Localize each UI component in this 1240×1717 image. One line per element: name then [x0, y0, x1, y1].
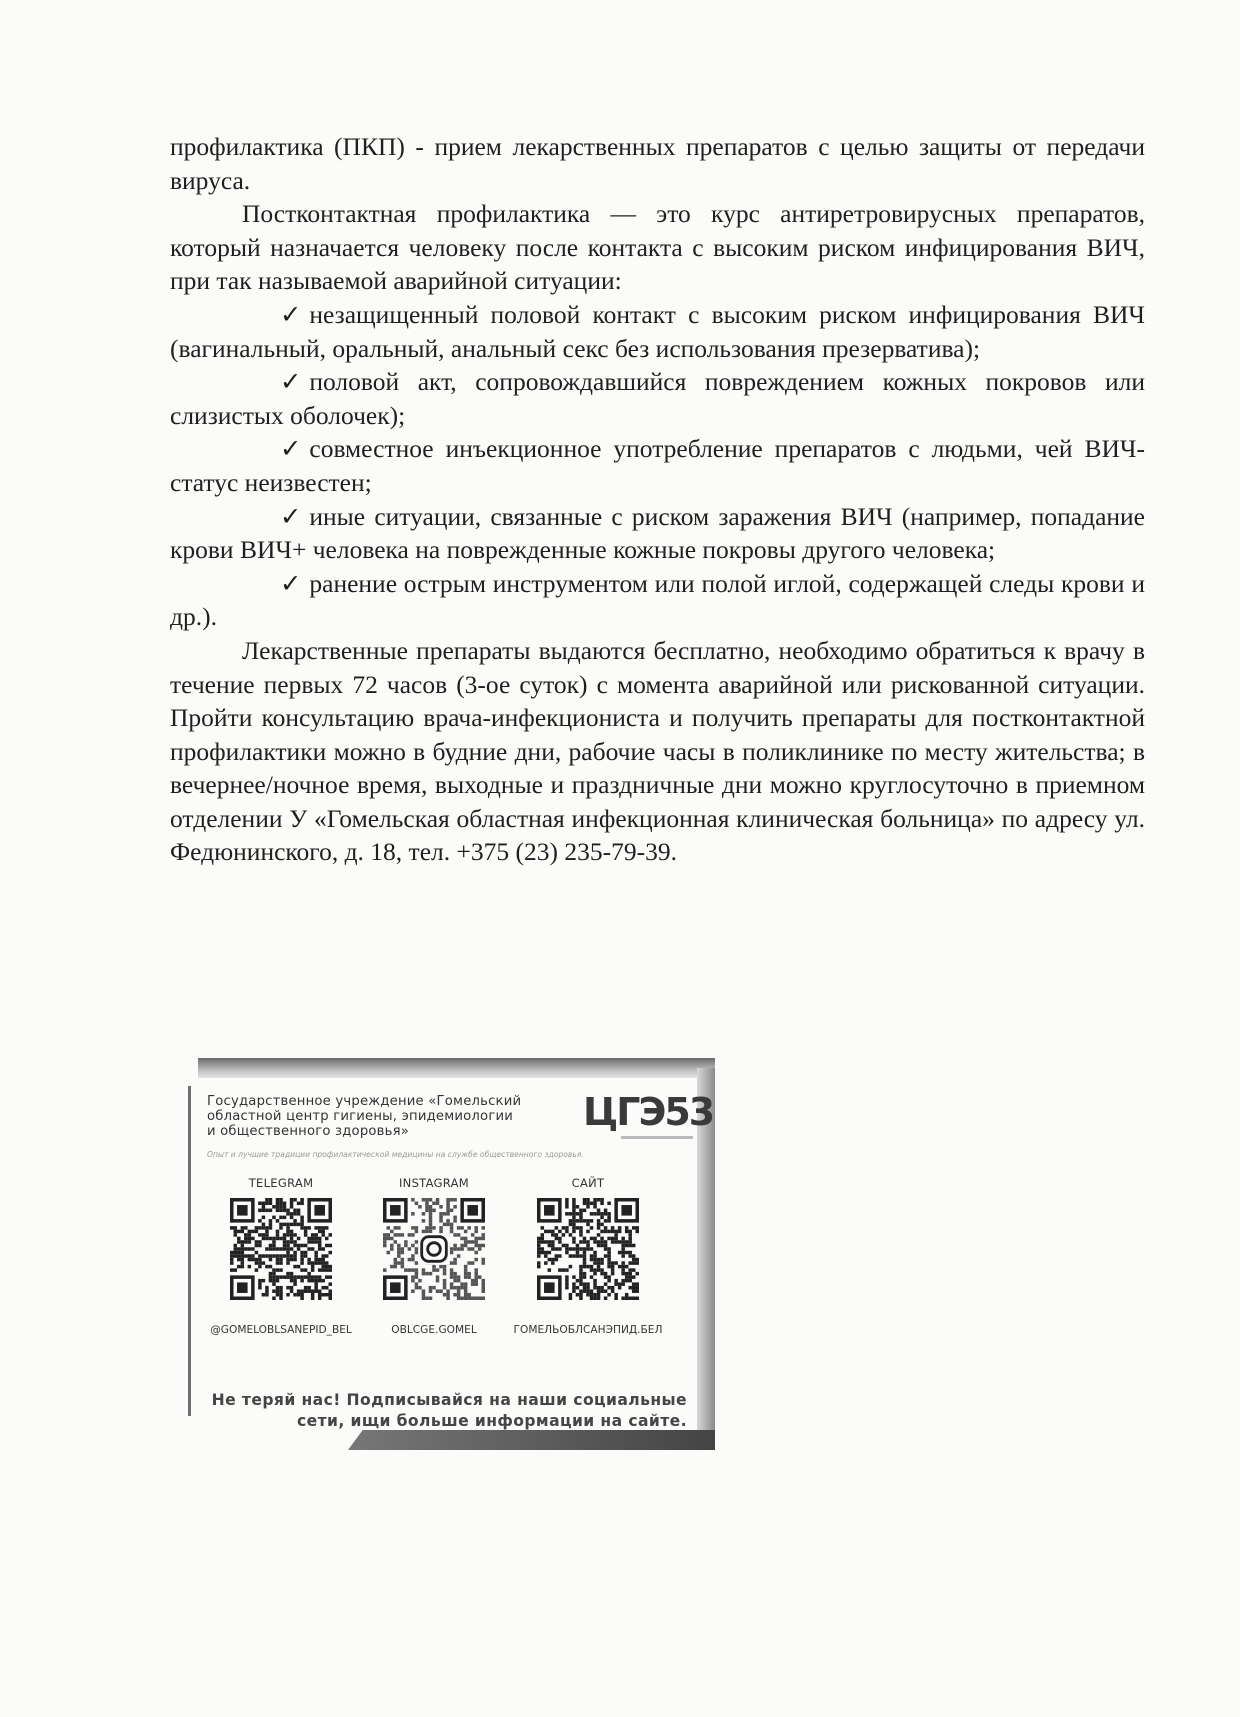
bullet-item [170, 500, 1145, 567]
check-icon: ✓ [280, 299, 302, 329]
logo-underline [621, 1136, 693, 1139]
telegram-qr-icon[interactable] [230, 1198, 332, 1300]
bullet-text: незащищенный половой контакт с высоким риском инфицирования ВИЧ (вагинальный, оральный, анальный секс без использования презерватива); [170, 299, 1145, 363]
bullet-item [170, 567, 1145, 634]
bullet-item [170, 365, 1145, 432]
card-shadow [348, 1430, 715, 1450]
document-body [170, 130, 1145, 869]
instagram-qr-icon[interactable] [383, 1198, 485, 1300]
bullet-text: половой акт, сопровождавшийся повреждением кожных покровов или слизистых оболочек); [170, 367, 1145, 430]
paragraph-1: профилактика (ПКП) - прием лекарственных препаратов с целью защиты от передачи вируса. [170, 132, 1145, 195]
footer-line: сети, ищи больше информации на сайте. [296, 1412, 687, 1430]
qr-instagram [359, 1176, 509, 1336]
card-frame [188, 1086, 714, 1430]
bullet-item [170, 432, 1145, 499]
qr-handle: OBLCGE.GOMEL [391, 1324, 477, 1336]
bullet-text: иные ситуации, связанные с риском заражения ВИЧ (например, попадание крови ВИЧ+ человека на поврежденные кожные покровы другого человека; [170, 501, 1145, 565]
info-card [188, 1058, 715, 1450]
check-icon: ✓ [280, 434, 302, 464]
qr-title: INSTAGRAM [398, 1176, 469, 1190]
org-line: областной центр гигиены, эпидемиологии [207, 1109, 513, 1124]
bullet-item [170, 298, 1145, 365]
card-footer [211, 1390, 687, 1432]
site-qr-icon[interactable] [537, 1198, 639, 1300]
card-shadow [198, 1058, 715, 1078]
qr-title: САЙТ [571, 1176, 605, 1190]
qr-handle: ГОМЕЛЬОБЛСАНЭПИД.БЕЛ [513, 1324, 663, 1336]
paragraph-2: Постконтактная профилактика — это курс антиретровирусных препаратов, который назначается человеку после контакта с высоким риском инфицирования ВИЧ, при так называемой аварийной ситуации: [170, 199, 1145, 296]
qr-site [513, 1176, 663, 1336]
card-motto: Опыт и лучшие традиции профилактической медицины на службе общественного здоровья. [207, 1150, 584, 1159]
check-icon: ✓ [280, 568, 302, 598]
qr-handle: @GOMELOBLSANEPID_BEL [210, 1324, 352, 1336]
check-icon: ✓ [280, 501, 302, 531]
check-icon: ✓ [280, 367, 302, 397]
qr-telegram [206, 1176, 356, 1336]
paragraph-final: Лекарственные препараты выдаются бесплатно, необходимо обратиться к врачу в течение первых 72 часов (3-ое суток) с момента аварийной или рискованной ситуации. Пройти консультацию врача-инфекциониста и получить препараты для постконтактной профилактики можно в будние дни, рабочие часы в поликлинике по месту жительства; в вечернее/ночное время, выходные и праздничные дни можно круглосуточно в приемном отделении У «Гомельская областная инфекционная клиническая больница» по адресу ул. Федюнинского, д. 18, тел. +375 (23) 235-79-39. [170, 635, 1145, 867]
footer-line: Не теряй нас! Подписывайся на наши социальные [211, 1391, 687, 1409]
org-line: Государственное учреждение «Гомельский [207, 1094, 522, 1109]
bullet-text: ранение острым инструментом или полой иглой, содержащей следы крови и др.). [170, 568, 1145, 632]
cge-logo: ЦГЭ53 [583, 1090, 714, 1134]
qr-title: TELEGRAM [248, 1176, 314, 1190]
bullet-text: совместное инъекционное употребление препаратов с людьми, чей ВИЧ-статус неизвестен; [170, 434, 1145, 497]
org-line: и общественного здоровья» [207, 1124, 410, 1139]
card-organization [207, 1094, 567, 1139]
